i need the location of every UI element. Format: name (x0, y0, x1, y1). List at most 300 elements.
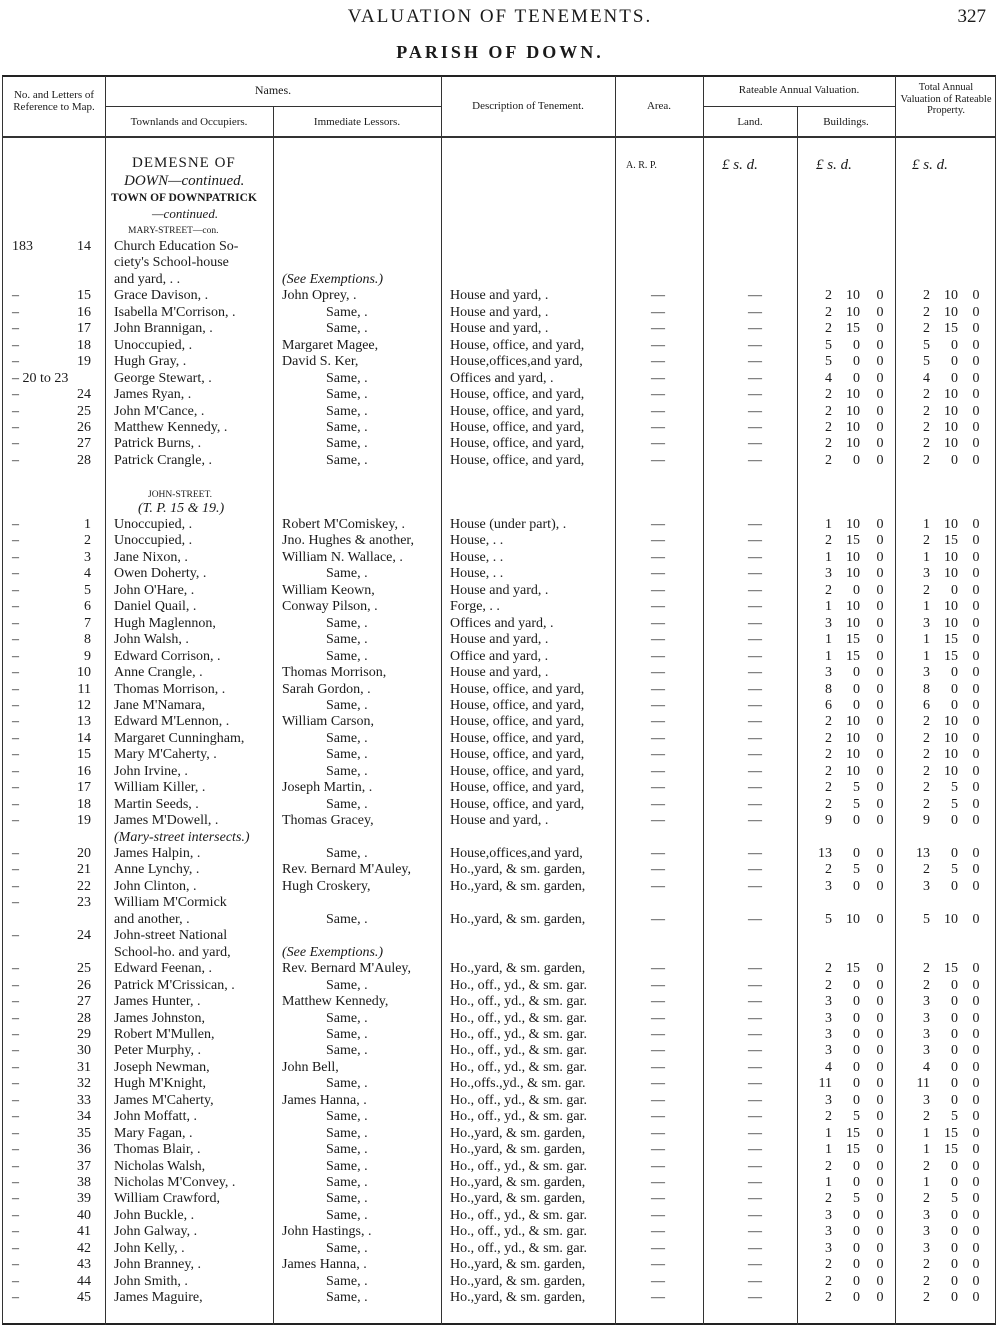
buildings-shillings: 0 (853, 337, 860, 353)
ref-number: – (12, 697, 19, 713)
description: Ho.,yard, & sm. garden, (450, 1142, 586, 1158)
buildings-pounds: 2 (825, 714, 832, 730)
buildings-pounds: 2 (825, 1158, 832, 1174)
total-pence: 0 (972, 533, 980, 549)
description: Ho., off., yd., & sm. gar. (450, 1043, 588, 1059)
buildings-pence: 0 (876, 403, 884, 419)
ref-letter: 27 (77, 994, 91, 1010)
occupier: Unoccupied, . (114, 337, 193, 353)
ref-number: – (12, 403, 19, 419)
buildings-pence: 0 (876, 582, 884, 598)
total-pounds: 2 (923, 862, 930, 878)
buildings-shillings: 10 (846, 517, 860, 532)
area-value: — (651, 1026, 665, 1042)
description: Ho.,yard, & sm. garden, (450, 1191, 586, 1207)
ref-number: – (12, 288, 19, 304)
occupier: Unoccupied, . (114, 517, 193, 532)
buildings-pence: 0 (876, 846, 884, 861)
description: Ho., off., yd., & sm. gar. (450, 1010, 588, 1026)
lessor: James Hanna, . (282, 1257, 367, 1273)
ref-number: – (12, 665, 19, 681)
buildings-pence: 0 (876, 549, 884, 565)
ref-letter: 13 (77, 714, 91, 730)
buildings-shillings: 0 (853, 994, 860, 1010)
total-pounds: 5 (923, 911, 930, 927)
land-value: — (748, 1158, 762, 1174)
buildings-pounds: 3 (825, 1043, 832, 1059)
total-shillings: 10 (944, 517, 958, 532)
buildings-shillings: 15 (846, 321, 860, 337)
total-shillings: 0 (951, 354, 958, 370)
area-value: — (651, 304, 665, 320)
buildings-pence: 0 (876, 452, 884, 468)
total-pence: 0 (972, 1207, 980, 1223)
buildings-pounds: 3 (825, 1207, 832, 1223)
table-row (0, 1159, 1000, 1176)
total-pounds: 2 (923, 977, 930, 993)
description: Ho.,yard, & sm. garden, (450, 1273, 586, 1289)
lessor: Same, . (326, 1207, 368, 1223)
land-value: — (748, 714, 762, 730)
buildings-pence: 0 (876, 533, 884, 549)
ref-letter: 27 (77, 436, 91, 452)
area-value: — (651, 436, 665, 452)
total-pence: 0 (972, 452, 980, 468)
lessor: John Bell, (282, 1059, 339, 1075)
total-shillings: 10 (944, 387, 958, 403)
ref-number: 183 (12, 239, 33, 254)
section-john-street-tp: (T. P. 15 & 19.) (138, 501, 225, 516)
description: House, . . (450, 549, 504, 565)
section-demesne-cont: DOWN—continued. (124, 173, 245, 189)
land-value: — (748, 813, 762, 829)
total-pence: 0 (972, 549, 980, 565)
occupier: James Hunter, . (114, 994, 201, 1010)
description: House, office, and yard, (450, 452, 585, 468)
total-pounds: 1 (923, 549, 930, 565)
total-pounds: 2 (923, 747, 930, 763)
total-shillings: 0 (951, 1175, 958, 1190)
occupier: John M'Cance, . (114, 403, 205, 419)
area-value: — (651, 582, 665, 598)
buildings-shillings: 10 (846, 763, 860, 779)
occupier: John Brannigan, . (114, 321, 213, 337)
buildings-pence: 0 (876, 796, 884, 812)
total-pounds: 2 (923, 436, 930, 452)
total-pence: 0 (972, 977, 980, 993)
area-value: — (651, 1257, 665, 1273)
buildings-shillings: 15 (846, 1125, 860, 1141)
ref-number: – (12, 1207, 19, 1223)
total-shillings: 0 (951, 370, 958, 386)
buildings-pounds: 5 (825, 337, 832, 353)
buildings-shillings: 10 (846, 304, 860, 320)
col-header-total: Total Annual Valuation of Rateable Property. (900, 82, 992, 116)
buildings-pounds: 1 (825, 549, 832, 565)
buildings-pence: 0 (876, 878, 884, 894)
buildings-shillings: 10 (846, 436, 860, 452)
col-header-rateable: Rateable Annual Valuation. (738, 84, 860, 96)
buildings-pence: 0 (876, 780, 884, 796)
lessor: Same, . (326, 1175, 368, 1190)
table-row (0, 599, 1000, 616)
total-pounds: 2 (923, 321, 930, 337)
total-shillings: 0 (951, 697, 958, 713)
ref-letter: 14 (77, 730, 91, 746)
land-value: — (748, 1224, 762, 1240)
buildings-shillings: 10 (846, 419, 860, 435)
total-shillings: 0 (951, 994, 958, 1010)
area-value: — (651, 1125, 665, 1141)
buildings-pounds: 1 (825, 632, 832, 648)
occupier: Owen Doherty, . (114, 566, 207, 582)
total-shillings: 15 (944, 1125, 958, 1141)
buildings-pence: 0 (876, 436, 884, 452)
total-shillings: 0 (951, 665, 958, 681)
total-shillings: 0 (951, 681, 958, 697)
total-pence: 0 (972, 1125, 980, 1141)
ref-number: – (12, 1175, 19, 1190)
ref-number: – (12, 681, 19, 697)
land-value: — (748, 533, 762, 549)
lessor: Sarah Gordon, . (282, 681, 371, 697)
area-value: — (651, 1273, 665, 1289)
buildings-shillings: 0 (853, 1043, 860, 1059)
ref-number: – (12, 566, 19, 582)
lessor: Same, . (326, 387, 368, 403)
buildings-shillings: 0 (853, 582, 860, 598)
total-pounds: 3 (923, 615, 930, 631)
buildings-shillings: 10 (846, 566, 860, 582)
occupier: Matthew Kennedy, . (114, 419, 228, 435)
area-value: — (651, 994, 665, 1010)
buildings-shillings: 10 (846, 387, 860, 403)
occupier: (Mary-street intersects.) (114, 829, 250, 845)
ref-letter: 45 (77, 1290, 91, 1306)
buildings-pence: 0 (876, 1191, 884, 1207)
description: House and yard, . (450, 304, 549, 320)
occupier: Nicholas Walsh, (114, 1158, 206, 1174)
total-pounds: 13 (916, 846, 930, 861)
table-row (0, 731, 1000, 748)
total-pence: 0 (972, 747, 980, 763)
description: House and yard, . (450, 582, 549, 598)
lessor: Rev. Bernard M'Auley, (282, 961, 412, 977)
buildings-pence: 0 (876, 1240, 884, 1256)
ref-letter: 38 (77, 1175, 91, 1190)
total-shillings: 10 (944, 714, 958, 730)
total-shillings: 10 (944, 615, 958, 631)
lessor: (See Exemptions.) (282, 944, 384, 960)
total-pence: 0 (972, 1043, 980, 1059)
ref-number: – (12, 533, 19, 549)
land-value: — (748, 1240, 762, 1256)
total-pence: 0 (972, 1109, 980, 1125)
total-pence: 0 (972, 763, 980, 779)
lessor: Jno. Hughes & another, (282, 533, 415, 549)
description: House, . . (450, 533, 504, 549)
ref-number: – (12, 354, 19, 370)
occupier: Hugh Gray, . (114, 354, 187, 370)
land-value: — (748, 1257, 762, 1273)
ref-letter: 36 (77, 1142, 91, 1158)
occupier: John-street National (114, 928, 228, 944)
lessor: Same, . (326, 566, 368, 582)
buildings-pounds: 2 (825, 747, 832, 763)
lessor: Same, . (326, 1142, 368, 1158)
table-row (0, 404, 1000, 421)
area-value: — (651, 1142, 665, 1158)
table-row (0, 813, 1000, 830)
occupier: John Moffatt, . (114, 1109, 197, 1125)
total-pounds: 3 (923, 1092, 930, 1108)
description: Ho.,yard, & sm. garden, (450, 1175, 586, 1190)
ref-number: – (12, 1059, 19, 1075)
area-value: — (651, 747, 665, 763)
ref-letter: 35 (77, 1125, 91, 1141)
buildings-shillings: 5 (853, 862, 860, 878)
lessor: Same, . (326, 1158, 368, 1174)
buildings-pence: 0 (876, 977, 884, 993)
area-value: — (651, 665, 665, 681)
land-value: — (748, 1010, 762, 1026)
description: House, office, and yard, (450, 763, 585, 779)
lessor: Same, . (326, 747, 368, 763)
total-pence: 0 (972, 665, 980, 681)
total-pence: 0 (972, 288, 980, 304)
lessor: Joseph Martin, . (282, 780, 373, 796)
land-value: — (748, 387, 762, 403)
total-pounds: 2 (923, 1290, 930, 1306)
buildings-shillings: 0 (853, 1026, 860, 1042)
description: Ho., off., yd., & sm. gar. (450, 1026, 588, 1042)
area-value: — (651, 977, 665, 993)
occupier: Patrick Burns, . (114, 436, 202, 452)
occupier: Unoccupied, . (114, 533, 193, 549)
occupier: Anne Crangle, . (114, 665, 203, 681)
total-pounds: 8 (923, 681, 930, 697)
buildings-pounds: 2 (825, 288, 832, 304)
description: House, office, and yard, (450, 697, 585, 713)
total-pence: 0 (972, 813, 980, 829)
description: Ho., off., yd., & sm. gar. (450, 1158, 588, 1174)
occupier: Grace Davison, . (114, 288, 209, 304)
ref-number: – (12, 977, 19, 993)
buildings-pence: 0 (876, 1109, 884, 1125)
buildings-pounds: 1 (825, 648, 832, 664)
total-pounds: 1 (923, 648, 930, 664)
lessor: Conway Pilson, . (282, 599, 378, 615)
total-shillings: 10 (944, 288, 958, 304)
occupier: Jane Nixon, . (114, 549, 188, 565)
total-pence: 0 (972, 1273, 980, 1289)
table-row (0, 1175, 1000, 1192)
buildings-pounds: 2 (825, 862, 832, 878)
buildings-pence: 0 (876, 697, 884, 713)
land-value: — (748, 321, 762, 337)
lessor: Thomas Gracey, (282, 813, 374, 829)
table-row (0, 1142, 1000, 1159)
ref-number: – (12, 878, 19, 894)
land-value: — (748, 1076, 762, 1092)
total-shillings: 15 (944, 1142, 958, 1158)
description: House and yard, . (450, 665, 549, 681)
total-pounds: 1 (923, 1175, 930, 1190)
ref-number: – (12, 730, 19, 746)
total-shillings: 5 (951, 796, 958, 812)
land-value: — (748, 1273, 762, 1289)
ref-letter: 26 (77, 977, 91, 993)
land-value: — (748, 1043, 762, 1059)
buildings-shillings: 10 (846, 549, 860, 565)
area-value: — (651, 1109, 665, 1125)
total-pounds: 1 (923, 517, 930, 532)
table-row (0, 978, 1000, 995)
ref-number: – (12, 862, 19, 878)
total-shillings: 0 (951, 1076, 958, 1092)
occupier: William Crawford, (114, 1191, 220, 1207)
buildings-pounds: 1 (825, 1175, 832, 1190)
buildings-pounds: 3 (825, 878, 832, 894)
table-row (0, 288, 1000, 305)
buildings-pence: 0 (876, 1043, 884, 1059)
lessor: Same, . (326, 1240, 368, 1256)
lessor: Same, . (326, 977, 368, 993)
ref-letter: 18 (77, 796, 91, 812)
table-row (0, 747, 1000, 764)
occupier: John Buckle, . (114, 1207, 195, 1223)
total-pence: 0 (972, 1010, 980, 1026)
total-pence: 0 (972, 846, 980, 861)
buildings-pence: 0 (876, 419, 884, 435)
total-pounds: 2 (923, 419, 930, 435)
buildings-pounds: 2 (825, 452, 832, 468)
table-row (0, 321, 1000, 338)
total-pence: 0 (972, 681, 980, 697)
description: Ho., off., yd., & sm. gar. (450, 994, 588, 1010)
total-pence: 0 (972, 697, 980, 713)
description: Ho.,yard, & sm. garden, (450, 1290, 586, 1306)
area-value: — (651, 403, 665, 419)
ref-letter: 33 (77, 1092, 91, 1108)
buildings-pence: 0 (876, 1158, 884, 1174)
ref-letter: 15 (77, 747, 91, 763)
buildings-pounds: 3 (825, 665, 832, 681)
total-pence: 0 (972, 1076, 980, 1092)
buildings-shillings: 15 (846, 1142, 860, 1158)
total-pence: 0 (972, 517, 980, 532)
ref-number: – (12, 747, 19, 763)
occupier: Isabella M'Corrison, . (114, 304, 236, 320)
total-shillings: 0 (951, 1290, 958, 1306)
total-pounds: 1 (923, 1142, 930, 1158)
col-header-lessors: Immediate Lessors. (313, 116, 401, 128)
total-shillings: 15 (944, 648, 958, 664)
buildings-shillings: 5 (853, 1191, 860, 1207)
description: Ho.,yard, & sm. garden, (450, 1257, 586, 1273)
table-row (0, 1011, 1000, 1028)
total-pounds: 2 (923, 730, 930, 746)
occupier: James Ryan, . (114, 387, 192, 403)
total-pounds: 3 (923, 665, 930, 681)
lessor: Hugh Croskery, (282, 878, 371, 894)
buildings-pounds: 2 (825, 1109, 832, 1125)
ref-letter: 15 (77, 288, 91, 304)
ref-letter: 12 (77, 697, 91, 713)
parish-heading: PARISH OF DOWN. (396, 42, 604, 62)
description: House, office, and yard, (450, 403, 585, 419)
lessor: Same, . (326, 1125, 368, 1141)
buildings-pounds: 5 (825, 911, 832, 927)
ref-letter: 5 (84, 582, 91, 598)
buildings-pence: 0 (876, 714, 884, 730)
buildings-shillings: 0 (853, 1290, 860, 1306)
buildings-pence: 0 (876, 370, 884, 386)
table-row (0, 961, 1000, 978)
buildings-shillings: 0 (853, 1010, 860, 1026)
header-rule (2, 136, 996, 138)
description: House, office, and yard, (450, 714, 585, 730)
buildings-pounds: 2 (825, 403, 832, 419)
lessor: Same, . (326, 403, 368, 419)
buildings-pounds: 2 (825, 1290, 832, 1306)
land-value: — (748, 403, 762, 419)
area-value: — (651, 714, 665, 730)
ref-letter: 18 (77, 337, 91, 353)
buildings-pence: 0 (876, 994, 884, 1010)
total-pounds: 3 (923, 1010, 930, 1026)
buildings-pence: 0 (876, 730, 884, 746)
buildings-pence: 0 (876, 304, 884, 320)
total-pence: 0 (972, 387, 980, 403)
land-value: — (748, 549, 762, 565)
ref-number: – 20 to 23 (12, 370, 69, 386)
table-row (0, 1027, 1000, 1044)
buildings-pounds: 2 (825, 1257, 832, 1273)
occupier: and yard, . . (114, 271, 181, 287)
area-value: — (651, 1191, 665, 1207)
buildings-shillings: 10 (846, 403, 860, 419)
ref-number: – (12, 517, 19, 532)
buildings-pounds: 3 (825, 1026, 832, 1042)
land-value: — (748, 977, 762, 993)
table-row (0, 1043, 1000, 1060)
description: Offices and yard, . (450, 615, 554, 631)
lessor: Matthew Kennedy, (282, 994, 389, 1010)
total-pence: 0 (972, 1092, 980, 1108)
area-value: — (651, 961, 665, 977)
total-shillings: 15 (944, 632, 958, 648)
buildings-pounds: 2 (825, 730, 832, 746)
total-pence: 0 (972, 436, 980, 452)
table-row (0, 698, 1000, 715)
total-shillings: 5 (951, 780, 958, 796)
lessor: Same, . (326, 697, 368, 713)
table-row (0, 1191, 1000, 1208)
total-pounds: 9 (923, 813, 930, 829)
buildings-pence: 0 (876, 1257, 884, 1273)
total-pence: 0 (972, 780, 980, 796)
section-town: TOWN OF DOWNPATRICK (111, 192, 257, 204)
total-pounds: 2 (923, 961, 930, 977)
occupier: John O'Hare, . (114, 582, 195, 598)
area-value: — (651, 370, 665, 386)
ref-letter: 17 (77, 780, 91, 796)
description: House, office, and yard, (450, 730, 585, 746)
ref-letter: 7 (84, 615, 91, 631)
land-value: — (748, 862, 762, 878)
table-row (0, 1076, 1000, 1093)
